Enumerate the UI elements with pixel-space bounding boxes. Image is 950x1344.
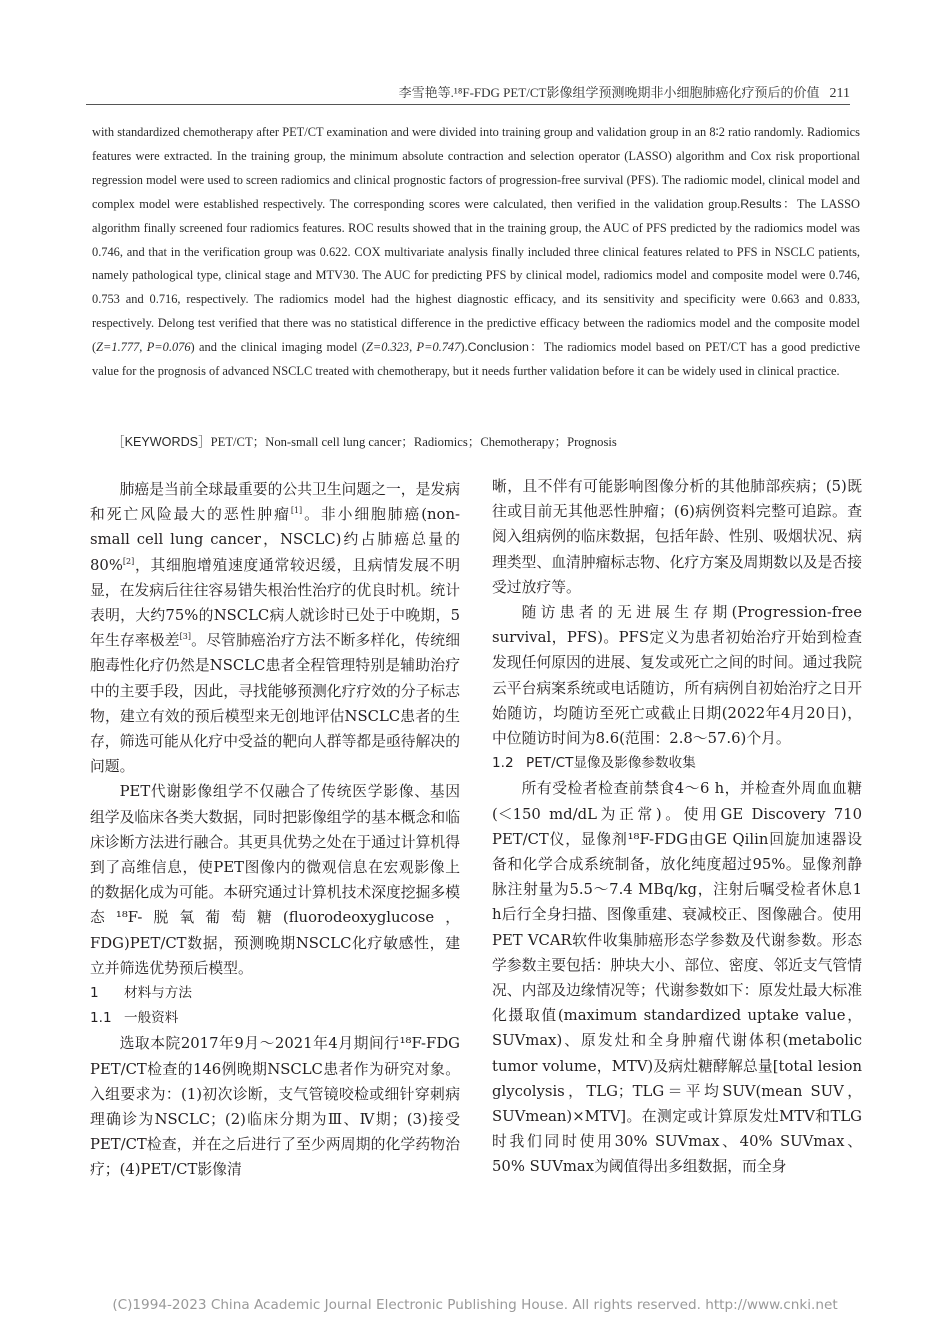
methods-paragraph-continued: 晰，且不伴有可能影响图像分析的其他肺部疾病；(5)既往或目前无其他恶性肿瘤；(6)病例资料完整可追踪。查阅入组病例的临床数据，包括年龄、性别、吸烟状况、病理类型、血清肿瘤标志物、化疗方案及周期数以及是否接受过放疗等。 [492,478,862,596]
intro-paragraph-2: PET代谢影像组学不仅融合了传统医学影像、基因组学及临床各类大数据，同时把影像组学的基本概念和临床诊断方法进行融合。其更具优势之处在于通过计算机得到了高维信息，使PET图像内的微观信息在宏观影像上的数据化成为可能。本研究通过计算机技术深度挖掘多模态¹⁸F-脱氧葡萄糖(fluorodeoxyglucose，FDG)PET/CT数据，预测晚期NSCLC化疗敏感性，建立并筛选优势预后模型。 [90,783,460,977]
citation-3: [3] [179,632,192,642]
abstract-methods-text: with standardized chemotherapy after PET/CT examination and were divided into training group and validation group in an 8∶2 ratio randomly. Radiomics features were extracted. In the training group, the minimum absolute contraction and selection operator (LASSO) algorithm and Cox risk proportional regression model were used to screen radiomics and clinical prognostic factors of progression-free survival (PFS). The radiomic model, clinical model and complex model were established respectively. The corresponding scores were calculated, then verified in the validation group. [92,125,860,211]
section-heading-1 [90,981,460,1006]
conclusion-label: Conclusion [467,340,529,355]
abstract-results-text-2: ) and the clinical imaging model ( [190,340,366,355]
methods-paragraph-1: 选取本院2017年9月～2021年4月期间行¹⁸F-FDG PET/CT检查的146例晚期NSCLC患者作为研究对象。入组要求为：(1)初次诊断，支气管镜咬检或细针穿刺病理确诊为NSCLC；(2)临床分期为Ⅲ、Ⅳ期；(3)接受PET/CT检查，并在之后进行了至少两周期的化学药物治疗；(4)PET/CT影像清 [90,1035,460,1179]
subsection-title: 一般资料 [124,1010,179,1027]
intro-text-c: ，其细胞增殖速度通常较迟缓，且病情发展不明显，在发病后往往容易错失根治性治疗的优良时机。统计表明，大约75%的NSCLC病人就诊时已处于中晚期，5年生存率极差 [90,556,460,650]
keywords-list: PET/CT；Non-small cell lung cancer；Radiomics；Chemotherapy；Prognosis [210,435,617,449]
abstract-results-end: ). [460,340,468,355]
citation-2: [2] [122,556,135,566]
abstract-results-text: ：The LASSO algorithm finally screened four radiomics features. ROC results showed that in the training group, the AUC of PFS predicted by the radiomics model was 0.746, and that in the verification group was 0.622. COX multivariate analysis finally included three clinical features related to PFS in NSCLC patients, namely pathological type, clinical stage and MTV30. The AUC for predicting PFS by clinical model, radiomics model and composite model were 0.746, 0.753 and 0.716, respectively. The radiomics model had the highest diagnostic efficacy, and its sensitivity and specificity were 0.663 and 0.833, respectively. Delong test verified that there was no statistical difference in the predictive efficacy between the radiomics model and the composite model ( [92,196,860,355]
abstract-english [92,121,860,384]
subsection-number: 1.1 [90,1010,112,1027]
intro-text-d: 。尽管肺癌治疗方法不断多样化，传统细胞毒性化疗仍然是NSCLC患者全程管理特别是辅助治疗中的主要手段，因此，寻找能够预测化疗疗效的分子标志物，建立有效的预后模型来无创地评估NSCLC患者的生存，筛选可能从化疗中受益的靶向人群等都是亟待解决的问题。 [90,632,460,776]
keywords-line [112,431,862,453]
stat-composite: Z=1.777, P=0.076 [96,340,191,355]
keywords-label: ［KEYWORDS］ [112,435,211,449]
copyright-footer: (C)1994-2023 China Academic Journal Electronic Publishing House. All rights reserved. http://www.cnki.net [112,1297,838,1313]
followup-paragraph: 随访患者的无进展生存期(Progression-free survival，PFS)。PFS定义为患者初始治疗开始到检查发现任何原因的进展、复发或死亡之间的时间。通过我院云平台病案系统或电话随访，所有病例自初始治疗之日开始随访，均随访至死亡或截止日期(2022年4月20日)，中位随访时间为8.6(范围：2.8～57.6)个月。 [492,604,862,748]
citation-1: [1] [290,506,303,516]
stat-clinical: Z=0.323, P=0.747 [365,340,461,355]
abstract-conclusion-text: ：The radiomics model based on PET/CT has a good predictive value for the prognosis of advanced NSCLC treated with chemotherapy, but it needs further validation before it can be widely used in clinical practice. [92,340,860,379]
intro-paragraph-1 [90,477,460,779]
running-header [86,82,850,102]
results-label: Results [740,196,782,211]
header-title: 李雪艳等.¹⁸F-FDG PET/CT影像组学预测晚期非小细胞肺癌化疗预后的价值 [398,85,820,100]
imaging-paragraph: 所有受检者检查前禁食4～6 h，并检查外周血血糖(＜150 md/dL为正常)。使用GE Discovery 710 PET/CT仪，显像剂¹⁸F-FDG由GE Qilin回旋加速器设备和化学合成系统制备，放化纯度超过95%。显像剂静脉注射量为5.5～7.4 MBq/kg，注射后嘱受检者休息1 h后行全身扫描、图像重建、衰减校正、图像融合。使用PET VCAR软件收集肺癌形态学参数及代谢参数。形态学参数主要包括：肿块大小、部位、密度、邻近支气管情况、内部及边缘情况等；代谢参数如下：原发灶最大标准化摄取值(maximum standardized uptake value，SUVmax)、原发灶和全身肿瘤代谢体积(metabolic tumor volume，MTV)及病灶糖酵解总量[total lesion glycolysis，TLG；TLG＝平均SUV(mean SUV，SUVmean)×MTV]。在测定或计算原发灶MTV和TLG时我们同时使用30% SUVmax、40% SUVmax、50% SUVmax为阈值得出多组数据，而全身 [492,780,862,1176]
left-column [90,477,460,1183]
subsection-number: 1.2 [492,755,514,772]
subsection-title: PET/CT显像及影像参数收集 [526,755,696,772]
header-rule [86,104,850,105]
right-column [492,474,862,1180]
page-number: 211 [829,86,850,101]
section-number: 1 [90,985,99,1002]
subsection-heading-1-2 [492,751,862,776]
section-title: 材料与方法 [124,985,192,1002]
intro-text-a: 肺癌是当前全球最重要的公共卫生问题之一，是发病和死亡风险最大的恶性肿瘤 [90,481,460,524]
subsection-heading-1-1 [90,1006,460,1031]
intro-text-b: 。非小细胞肺癌(non-small cell lung cancer，NSCLC)约占肺癌总量的80% [90,506,460,574]
